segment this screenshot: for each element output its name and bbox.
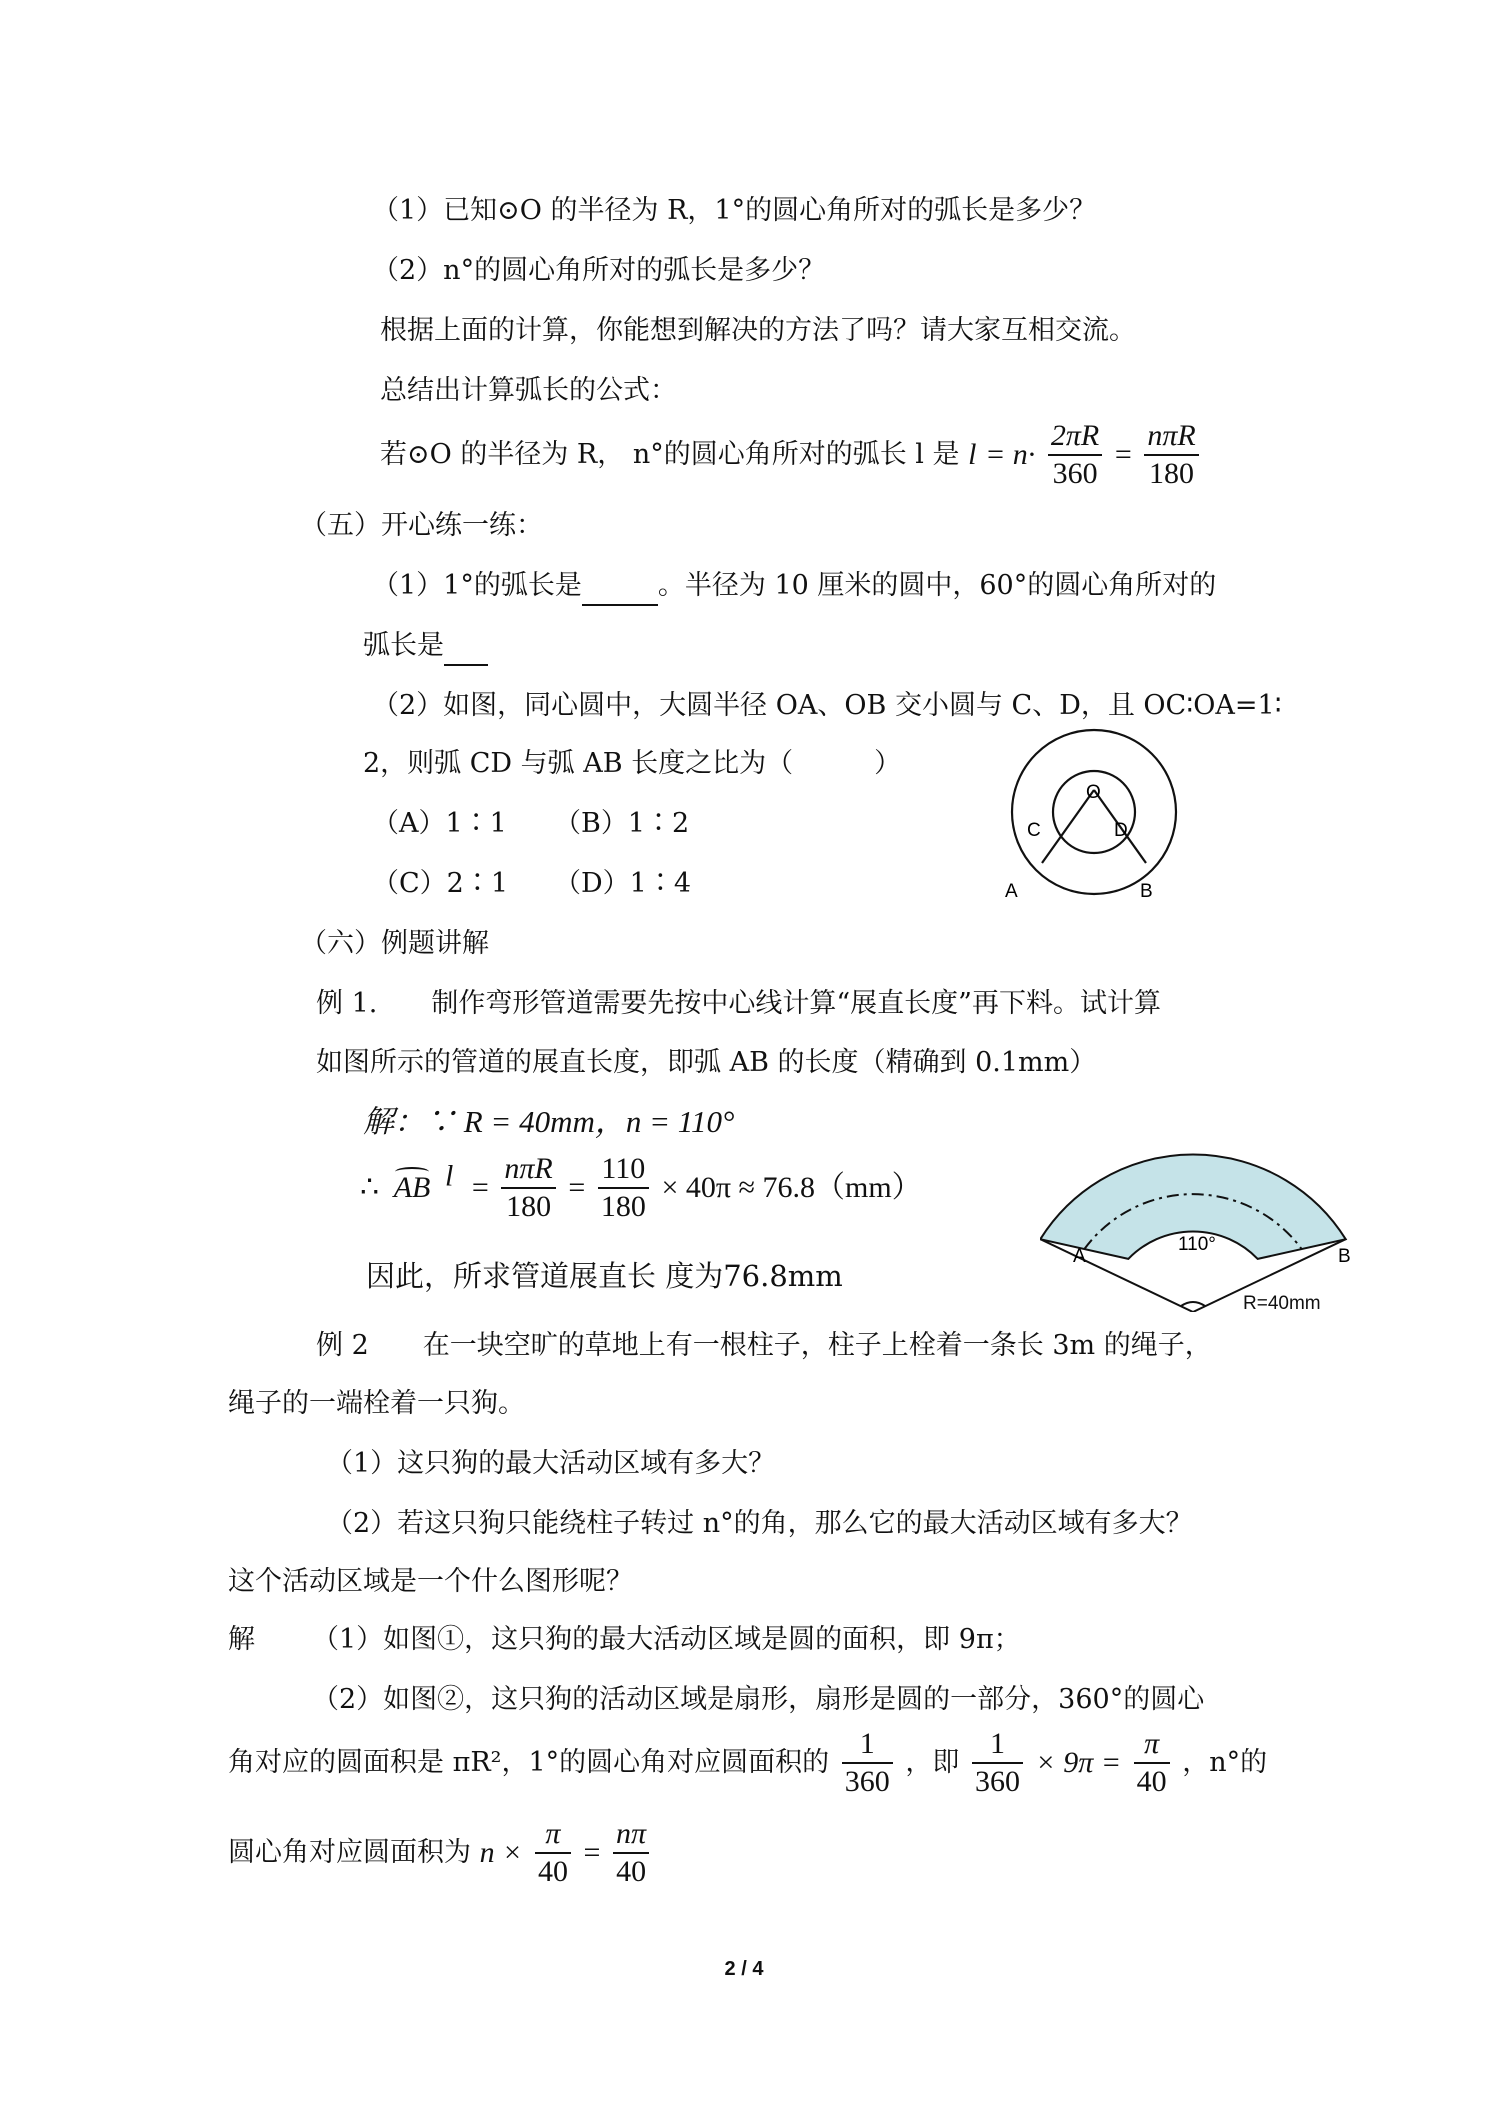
- option-a: （A）1∶1: [372, 808, 507, 839]
- outer-circle: [1012, 730, 1176, 894]
- question-2: （2）n°的圆心角所对的弧长是多少？: [372, 255, 826, 286]
- example-2-line1: 例 2 在一块空旷的草地上有一根柱子，柱子上栓着一条长 3m 的绳子，: [316, 1330, 1212, 1361]
- answer-4-fraction-1: [535, 1816, 571, 1890]
- answer-3-f2-den: 360: [974, 1765, 1020, 1798]
- solution-num1: nπR: [501, 1151, 555, 1189]
- answer-4-f1-den: 40: [537, 1855, 568, 1888]
- formula-text: 若⊙O 的半径为 R， n°的圆心角所对的弧长 l 是: [380, 439, 960, 470]
- solution-l: l: [444, 1159, 454, 1193]
- answer-1: （1）如图①，这只狗的最大活动区域是圆的面积，即 9π；: [312, 1624, 1021, 1655]
- option-c: （C）2∶1: [372, 868, 509, 899]
- solution-eq2: =: [568, 1171, 586, 1204]
- answer-3-f3-num: π: [1134, 1726, 1170, 1764]
- pipe-radius-label: R=40mm: [1243, 1293, 1321, 1314]
- summary-heading: 总结出计算弧长的公式：: [380, 375, 677, 406]
- answer-4-fraction-2: [613, 1816, 649, 1890]
- section-5-heading: （五）开心练一练：: [300, 510, 543, 541]
- label-b: B: [1140, 881, 1153, 902]
- answer-3-a: 角对应的圆面积是 πR²，1°的圆心角对应圆面积的: [228, 1747, 830, 1778]
- therefore-symbol: ∴: [360, 1171, 380, 1204]
- practice-1-b: 。半径为 10 厘米的圆中，60°的圆心角所对的: [657, 570, 1217, 601]
- think-prompt: 根据上面的计算，你能想到解决的方法了吗？请大家互相交流。: [380, 315, 1136, 346]
- formula-eq1: = n·: [985, 438, 1036, 471]
- answer-3-fraction-1: [842, 1726, 893, 1800]
- answer-label: 解: [228, 1624, 255, 1655]
- practice-2-line1: （2）如图，同心圆中，大圆半径 OA、OB 交小圆与 C、D，且 OC∶OA=1∶: [372, 690, 1282, 721]
- answer-3-f3-den: 40: [1136, 1765, 1167, 1798]
- pipe-label-b: B: [1338, 1246, 1351, 1267]
- answer-blank-2: [444, 628, 488, 666]
- solution-eq: =: [471, 1171, 489, 1204]
- answer-3-c: × 9π =: [1035, 1746, 1122, 1779]
- answer-3-f1-den: 360: [844, 1765, 890, 1798]
- solution-conclusion: 因此，所求管道展直长 度为76.8mm: [366, 1259, 843, 1293]
- pipe-label-a: A: [1073, 1246, 1086, 1267]
- formula-num2: nπR: [1144, 418, 1198, 456]
- answer-4-a: 圆心角对应圆面积为: [228, 1837, 471, 1868]
- answer-3-line: [228, 1726, 1267, 1800]
- solution-line-1: 解：∵ R = 40mm，n = 110°: [363, 1104, 735, 1139]
- example-2-line2: 绳子的一端栓着一只狗。: [228, 1388, 525, 1419]
- solution-line-2: [360, 1151, 922, 1225]
- answer-4-f2-den: 40: [616, 1855, 647, 1888]
- label-a: A: [1005, 881, 1018, 902]
- answer-2: （2）如图②，这只狗的活动区域是扇形，扇形是圆的一部分，360°的圆心: [312, 1684, 1205, 1715]
- option-d: （D）1∶4: [554, 868, 692, 899]
- practice-2-line2: 2，则弧 CD 与弧 AB 长度之比为（ ）: [363, 748, 902, 779]
- option-b: （B）1∶2: [554, 808, 690, 839]
- answer-4-line: [228, 1816, 653, 1890]
- arc-ab-label: AB: [393, 1171, 431, 1204]
- arc-ab: [394, 1170, 431, 1206]
- answer-4-f2-num: nπ: [613, 1816, 649, 1854]
- practice-1-a: （1）1°的弧长是: [372, 570, 582, 601]
- answer-3-fraction-3: [1134, 1726, 1170, 1800]
- formula-num1: 2πR: [1048, 418, 1102, 456]
- answer-3-fraction-2: [972, 1726, 1023, 1800]
- solution-fraction-2: [598, 1151, 649, 1225]
- answer-3-b: ，即: [905, 1747, 960, 1778]
- answer-3-d: ，n°的: [1182, 1747, 1268, 1778]
- formula-fraction-2: [1144, 418, 1198, 492]
- label-o: O: [1086, 782, 1101, 803]
- angle-mark: [1181, 1302, 1205, 1306]
- answer-4-n: n ×: [479, 1836, 523, 1869]
- answer-3-f2-num: 1: [972, 1726, 1023, 1764]
- solution-den2: 180: [600, 1190, 646, 1223]
- practice-1-line: [372, 568, 1216, 606]
- example-2-q1: （1）这只狗的最大活动区域有多大？: [326, 1448, 776, 1479]
- practice-1-c: 弧长是: [363, 630, 444, 661]
- answer-4-f1-num: π: [535, 1816, 571, 1854]
- label-c: C: [1027, 820, 1041, 841]
- section-6-heading: （六）例题讲解: [300, 928, 489, 959]
- practice-1-line2: [363, 628, 488, 666]
- example-1-line2: 如图所示的管道的展直长度，即弧 AB 的长度（精确到 0.1mm）: [316, 1047, 1097, 1078]
- solution-den1: 180: [506, 1190, 552, 1223]
- concentric-circles-figure: [1000, 728, 1200, 908]
- formula-den2: 180: [1149, 457, 1195, 490]
- formula-l: l: [968, 438, 977, 471]
- pipe-sector-figure: [1040, 1112, 1360, 1312]
- formula-fraction-1: [1048, 418, 1102, 492]
- pipe-angle-label: 110°: [1178, 1234, 1216, 1255]
- page-number: 2 / 4: [724, 1958, 764, 1980]
- answer-3-f1-num: 1: [842, 1726, 893, 1764]
- arc-mark: [395, 1167, 430, 1177]
- formula-eq2: =: [1114, 438, 1132, 471]
- example-2-q2b: 这个活动区域是一个什么图形呢？: [228, 1566, 633, 1597]
- question-1: （1）已知⊙O 的半径为 R，1°的圆心角所对的弧长是多少？: [372, 195, 1097, 226]
- label-d: D: [1114, 820, 1128, 841]
- formula-den1: 360: [1052, 457, 1098, 490]
- solution-tail: × 40π ≈ 76.8（mm）: [661, 1171, 922, 1204]
- example-1-line1: 例 1. 制作弯形管道需要先按中心线计算“展直长度”再下料。试计算: [316, 988, 1161, 1019]
- solution-num2: 110: [598, 1151, 649, 1189]
- solution-fraction-1: [501, 1151, 555, 1225]
- answer-4-eq: =: [583, 1836, 601, 1869]
- answer-blank-1: [582, 568, 658, 606]
- example-2-q2: （2）若这只狗只能绕柱子转过 n°的角，那么它的最大活动区域有多大？: [326, 1508, 1193, 1539]
- arc-length-formula: [380, 418, 1203, 492]
